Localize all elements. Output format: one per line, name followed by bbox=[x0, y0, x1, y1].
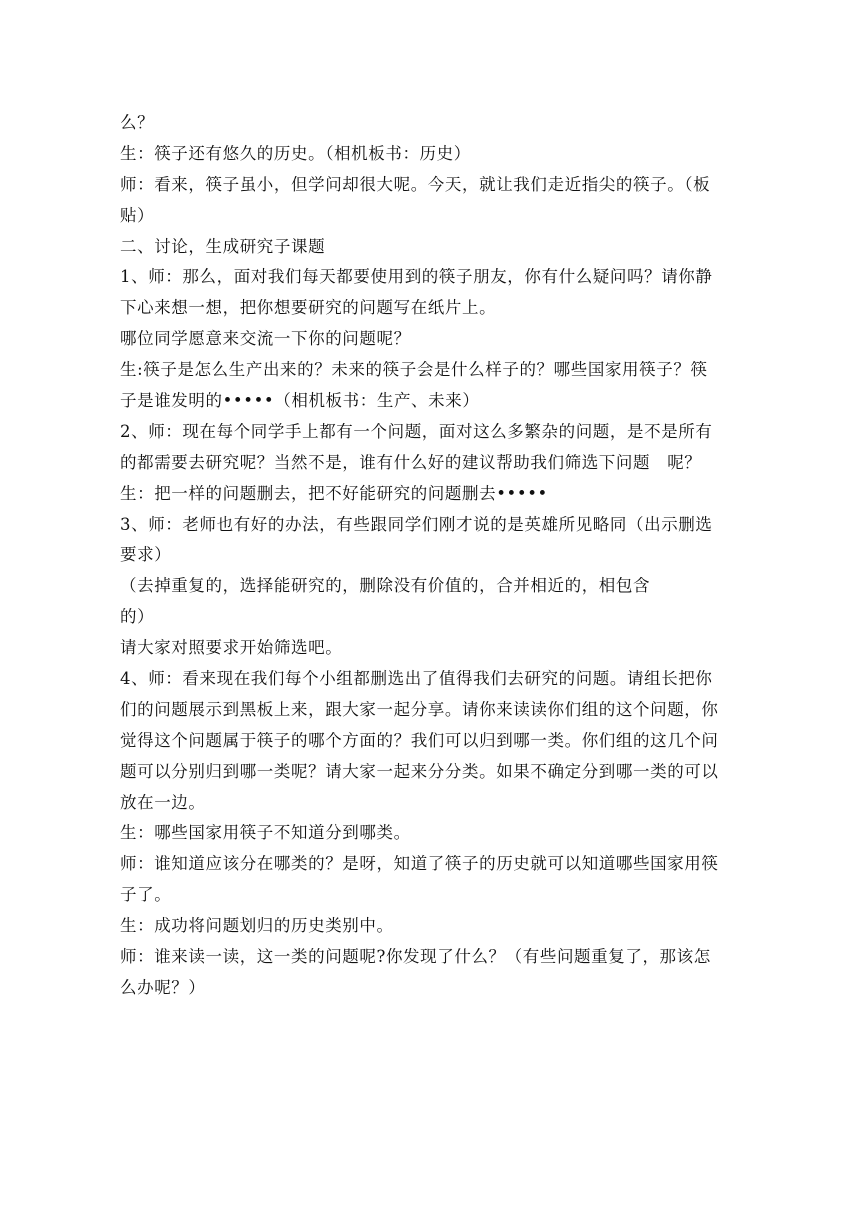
text-line: 子了。 bbox=[120, 885, 172, 905]
text-line: 师：谁来读一读，这一类的问题呢?你发现了什么？（有些问题重复了，那该怎 bbox=[120, 947, 711, 967]
text-line: 哪位同学愿意来交流一下你的问题呢？ bbox=[120, 329, 411, 349]
text-line: 的都需要去研究呢？当然不是，谁有什么好的建议帮助我们筛选下问题 呢？ bbox=[120, 452, 702, 472]
text-line: 师：看来，筷子虽小，但学问却很大呢。今天，就让我们走近指尖的筷子。（板 bbox=[120, 174, 711, 194]
text-line: （去掉重复的，选择能研究的，删除没有价值的，合并相近的，相包含 bbox=[120, 576, 651, 596]
text-line: 生：把一样的问题删去，把不好能研究的问题删去••••• bbox=[120, 483, 548, 503]
text-line: 师：谁知道应该分在哪类的？是呀，知道了筷子的历史就可以知道哪些国家用筷 bbox=[120, 854, 719, 874]
text-line: 4、师：看来现在我们每个小组都删选出了值得我们去研究的问题。请组长把你 bbox=[120, 669, 713, 689]
text-line: 觉得这个问题属于筷子的哪个方面的？我们可以归到哪一类。你们组的这几个问 bbox=[120, 730, 719, 750]
text-line: 子是谁发明的•••••（相机板书：生产、未来） bbox=[120, 391, 480, 411]
section-heading: 二、讨论，生成研究子课题 bbox=[120, 236, 326, 256]
text-line: 题可以分别归到哪一类呢？请大家一起来分分类。如果不确定分到哪一类的可以 bbox=[120, 761, 719, 781]
document-body bbox=[120, 108, 736, 1004]
text-line: 贴） bbox=[120, 205, 155, 225]
text-line: 3、师：老师也有好的办法，有些跟同学们刚才说的是英雄所见略同（出示删选 bbox=[120, 514, 713, 534]
text-line: 生：筷子还有悠久的历史。（相机板书：历史） bbox=[120, 143, 471, 163]
text-line: 生：成功将问题划归的历史类别中。 bbox=[120, 916, 394, 936]
text-line: 么办呢？） bbox=[120, 977, 206, 997]
text-line: 的） bbox=[120, 607, 155, 627]
text-line: 放在一边。 bbox=[120, 792, 206, 812]
text-line: 1、师：那么，面对我们每天都要使用到的筷子朋友，你有什么疑问吗？请你静 bbox=[120, 267, 713, 287]
text-line: 么？ bbox=[120, 113, 155, 132]
text-line: 下心来想一想，把你想要研究的问题写在纸片上。 bbox=[120, 298, 497, 318]
text-line: 请大家对照要求开始筛选吧。 bbox=[120, 638, 343, 658]
text-line: 生：哪些国家用筷子不知道分到哪类。 bbox=[120, 823, 411, 843]
text-line: 要求） bbox=[120, 545, 172, 565]
text-line: 生:筷子是怎么生产出来的？未来的筷子会是什么样子的？哪些国家用筷子？筷 bbox=[120, 360, 708, 380]
text-line: 们的问题展示到黑板上来，跟大家一起分享。请你来读读你们组的这个问题，你 bbox=[120, 699, 719, 719]
text-line: 2、师：现在每个同学手上都有一个问题，面对这么多繁杂的问题，是不是所有 bbox=[120, 421, 713, 441]
